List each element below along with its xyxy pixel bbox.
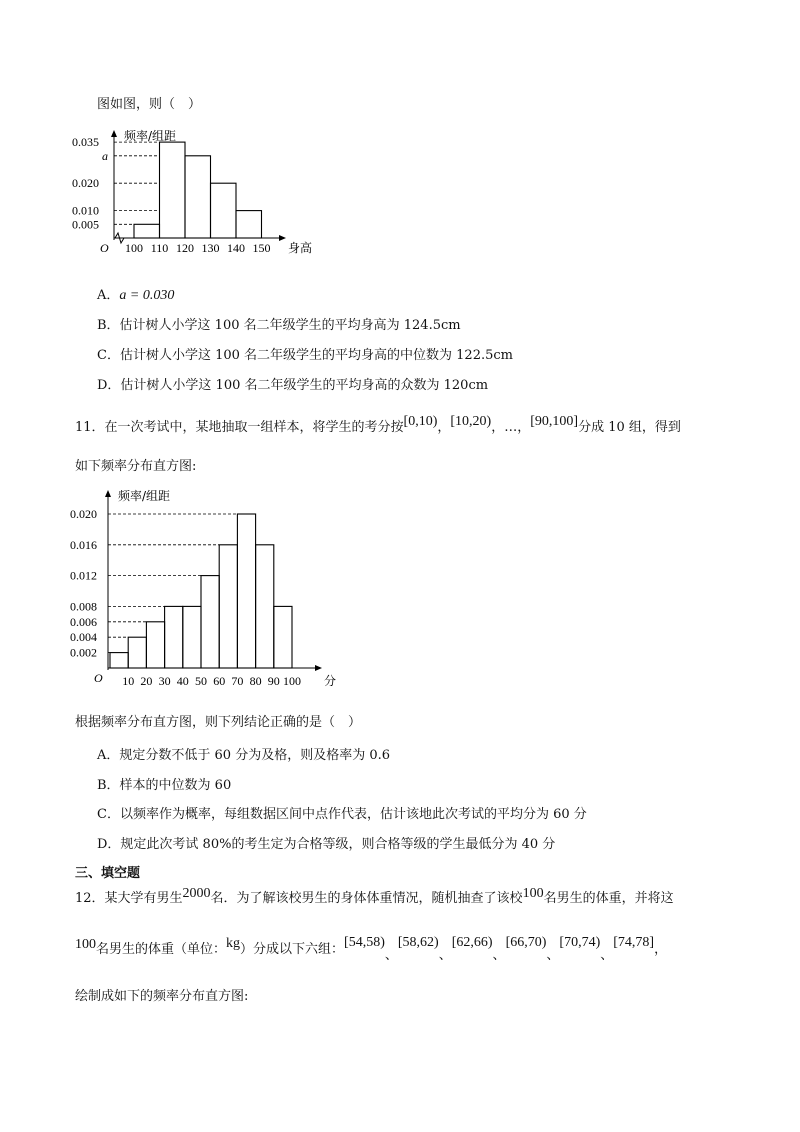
y-tick-label: 0.005 xyxy=(72,217,99,232)
y-tick-label: 0.035 xyxy=(72,135,99,150)
histogram-bar xyxy=(185,156,211,238)
x-tick-label: 150 xyxy=(252,241,271,255)
q11-interval-2: [10,20) xyxy=(450,414,492,429)
q10-option-d: D．估计树人小学这 100 名二年级学生的平均身高的众数为 120cm xyxy=(97,378,489,393)
y-tick-label: a xyxy=(102,148,108,163)
q12-interval-5: [70,74) xyxy=(559,935,601,950)
histogram-bar xyxy=(201,576,219,668)
q12-interval-2: [58,62) xyxy=(397,935,439,950)
origin-label: O xyxy=(94,671,103,685)
histogram-bar xyxy=(274,606,292,668)
x-tick-label: 140 xyxy=(227,241,245,255)
q11-option-a: A．规定分数不低于 60 分为及格，则及格率为 0.6 xyxy=(97,748,391,763)
y-axis-label: 频率/组距 xyxy=(118,489,171,503)
q12-interval-separator: 、 xyxy=(546,948,560,963)
q11-option-c: C．以频率作为概率，每组数据区间中点作代表，估计该地此次考试的平均分为 60 分 xyxy=(97,807,587,822)
y-axis-label: 频率/组距 xyxy=(124,129,177,143)
x-tick-label: 70 xyxy=(231,674,244,688)
q12-interval-list xyxy=(344,935,654,963)
q11-question: 根据频率分布直方图，则下列结论正确的是（ ） xyxy=(75,715,362,730)
q11-line1-post: 分成 10 组，得到 xyxy=(578,420,681,435)
section-heading: 三、填空题 xyxy=(75,866,141,881)
q12-line1-mid: 名．为了解该校男生的身体体重情况，随机抽查了该校 xyxy=(210,891,523,906)
q12-number-100: 100 xyxy=(522,886,544,901)
q10-intro: 图如图，则（ ） xyxy=(97,97,202,112)
q12-line1-post: 名男生的体重，并将这 xyxy=(543,891,674,906)
q11-comma-2: ，…， xyxy=(491,420,531,435)
q12-interval-separator: 、 xyxy=(384,948,398,963)
x-tick-label: 80 xyxy=(249,674,262,688)
y-tick-label: 0.020 xyxy=(72,176,99,191)
x-tick-label: 120 xyxy=(176,241,194,255)
histogram-bar xyxy=(237,514,255,668)
q12-line2-end: ， xyxy=(654,942,668,957)
histogram-bar xyxy=(128,637,146,668)
q12-interval-3: [62,66) xyxy=(451,935,493,950)
x-axis-label: 分 xyxy=(324,674,337,688)
q12-unit-kg: kg xyxy=(226,936,241,951)
q10-option-b: B．估计树人小学这 100 名二年级学生的平均身高为 124.5cm xyxy=(97,318,461,333)
q12-interval-separator: 、 xyxy=(438,948,452,963)
q12-interval-separator: 、 xyxy=(600,948,614,963)
x-tick-label: 30 xyxy=(158,674,171,688)
q10-option-a-label: A． xyxy=(97,288,120,303)
histogram-bar xyxy=(134,224,160,238)
q11-line2: 如下频率分布直方图: xyxy=(75,459,197,474)
q10-option-a-math: a = 0.030 xyxy=(119,288,175,303)
histogram-bar xyxy=(183,606,201,668)
histogram-bar xyxy=(236,211,262,238)
histogram-bar xyxy=(110,653,128,668)
chart-score-histogram xyxy=(60,482,340,692)
histogram-bar xyxy=(219,545,237,668)
y-tick-label: 0.006 xyxy=(70,614,97,629)
y-tick-label: 0.004 xyxy=(70,630,97,645)
q12-line2-b: ）分成以下六组： xyxy=(240,942,345,957)
q11-option-b: B．样本的中位数为 60 xyxy=(97,778,232,793)
q12-interval-4: [66,70) xyxy=(505,935,547,950)
x-tick-label: 40 xyxy=(176,674,189,688)
q12-line1 xyxy=(75,886,674,907)
y-tick-label: 0.012 xyxy=(70,568,97,583)
q10-option-c: C．估计树人小学这 100 名二年级学生的平均身高的中位数为 122.5cm xyxy=(97,348,513,363)
q12-line1-pre: 12．某大学有男生 xyxy=(75,891,183,906)
q10-option-a xyxy=(97,288,174,304)
q12-line2-a: 名男生的体重（单位： xyxy=(96,942,227,957)
chart-height-histogram xyxy=(60,120,320,270)
y-axis-arrow xyxy=(111,130,117,137)
x-tick-label: 10 xyxy=(122,674,135,688)
histogram-bar xyxy=(256,545,274,668)
x-axis-arrow xyxy=(279,235,286,241)
y-axis-arrow xyxy=(105,490,111,497)
q11-line1 xyxy=(75,414,681,436)
q11-option-d: D．规定此次考试 80%的考生定为合格等级，则合格等级的学生最低分为 40 分 xyxy=(97,837,556,852)
y-tick-label: 0.010 xyxy=(72,203,99,218)
q11-interval-1: [0,10) xyxy=(403,414,438,429)
histogram-bar xyxy=(165,606,183,668)
histogram-bar xyxy=(146,622,164,668)
y-tick-label: 0.008 xyxy=(70,599,97,614)
q12-interval-6: [74,78] xyxy=(613,935,655,950)
x-axis-arrow xyxy=(315,665,322,671)
q11-line1-pre: 11．在一次考试中，某地抽取一组样本，将学生的考分按 xyxy=(75,420,404,435)
q12-line2 xyxy=(75,935,668,963)
y-tick-label: 0.002 xyxy=(70,645,97,660)
origin-label: O xyxy=(100,241,109,255)
y-tick-label: 0.020 xyxy=(70,507,97,521)
x-tick-label: 60 xyxy=(213,674,226,688)
q12-number-2000: 2000 xyxy=(182,886,211,901)
x-axis-label: 身高 xyxy=(288,241,313,255)
x-tick-label: 110 xyxy=(150,241,169,255)
x-tick-label: 50 xyxy=(195,674,207,688)
x-tick-label: 100 xyxy=(125,241,143,255)
q12-interval-1: [54,58) xyxy=(344,935,385,950)
histogram-bar xyxy=(211,183,237,238)
q11-interval-3: [90,100] xyxy=(530,414,579,429)
q12-number-100b: 100 xyxy=(75,937,96,952)
x-tick-label: 90 xyxy=(267,674,280,688)
y-tick-label: 0.016 xyxy=(70,537,97,552)
q12-interval-separator: 、 xyxy=(492,948,506,963)
x-tick-label: 20 xyxy=(140,674,153,688)
q11-comma-1: ， xyxy=(437,420,451,435)
x-tick-label: 100 xyxy=(283,674,301,688)
x-tick-label: 130 xyxy=(201,241,220,255)
histogram-bar xyxy=(160,142,186,238)
q12-line3: 绘制成如下的频率分布直方图: xyxy=(75,989,249,1004)
